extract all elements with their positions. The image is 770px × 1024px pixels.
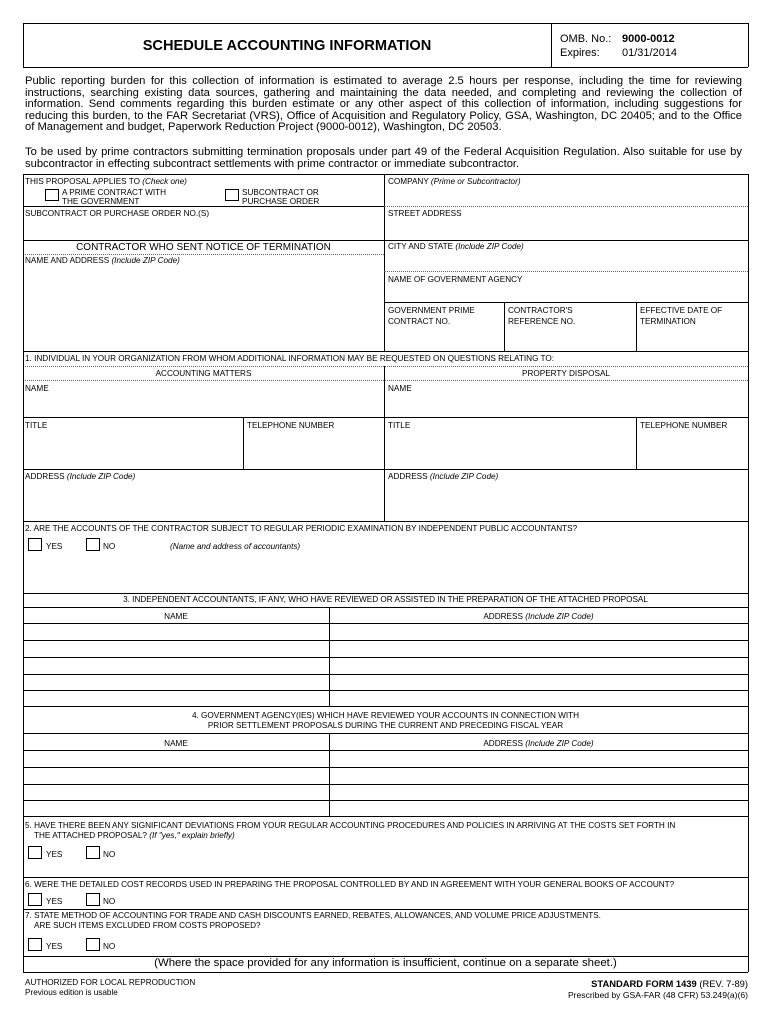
omb-label: OMB. No.: xyxy=(560,33,612,45)
q2-label: 2. ARE THE ACCOUNTS OF THE CONTRACTOR SUBJECT TO REGULAR PERIODIC EXAMINATION BY INDEPENDENT PUBLIC ACCOUNTANTS? xyxy=(25,524,578,533)
expires-date: 01/31/2014 xyxy=(622,47,678,59)
continue-note: (Where the space provided for any information is insufficient, continue on a separate sheet.) xyxy=(154,957,617,969)
applies-label: THIS PROPOSAL APPLIES TO (Check one) xyxy=(25,177,187,186)
q3-row-line xyxy=(23,623,748,624)
q3-row-line xyxy=(23,640,748,641)
q1-label: 1. INDIVIDUAL IN YOUR ORGANIZATION FROM WHOM ADDITIONAL INFORMATION MAY BE REQUESTED ON QUESTIONS RELATING TO: xyxy=(25,354,555,363)
q3-row-line xyxy=(23,706,748,707)
usage-statement: To be used by prime contractors submitting termination proposals under part 49 of the Federal Acquisition Regulation. Also suitable for use by subcontractor in effecting subcontract settlements with prime contractor or immediate subcontractor. xyxy=(25,146,742,170)
company-label: COMPANY (Prime or Subcontractor) xyxy=(388,177,521,186)
property-telephone-label: TELEPHONE NUMBER xyxy=(640,421,728,430)
accounting-name-label: NAME xyxy=(25,384,49,393)
q4-row-line xyxy=(23,784,748,785)
q6-no-label: NO xyxy=(103,897,116,906)
accounting-title-label: TITLE xyxy=(25,421,48,430)
q4-row-line xyxy=(23,767,748,768)
q7-label: 7. STATE METHOD OF ACCOUNTING FOR TRADE AND CASH DISCOUNTS EARNED, REBATES, ALLOWANCES, AND VOLUME PRICE ADJUSTMENTS. ARE SUCH ITEMS EXCLUDED FROM COSTS PROPOSED? xyxy=(25,911,601,930)
subcontract-checkbox[interactable] xyxy=(225,189,239,201)
q3-address-header: ADDRESS (Include ZIP Code) xyxy=(483,612,594,621)
q4-row-line xyxy=(23,816,748,817)
accounting-address-label: ADDRESS (Include ZIP Code) xyxy=(25,472,136,481)
form-number: STANDARD FORM 1439 (REV. 7-89) xyxy=(591,978,748,989)
burden-statement: Public reporting burden for this collection of information is estimated to average 2.5 hours per response, including the time for reviewing instructions, searching existing data sources, gathering and maintaining the data needed, and completing and reviewing the collection of information. Send comments regarding this burden estimate or any other aspect of this collection of information, including suggestions for reducing this burden, to the FAR Secretariat (VRS), Office of Acquisition and Regulatory Policy, GSA, Washington, DC 20405; and to the Office of Management and budget, Paperwork Reduction Project (9000-0012), Washington, DC 20503. xyxy=(25,75,742,134)
contractor-notice-label: CONTRACTOR WHO SENT NOTICE OF TERMINATION xyxy=(76,242,331,253)
subcontract-no-label: SUBCONTRACT OR PURCHASE ORDER NO.(S) xyxy=(25,209,210,218)
name-address-label: NAME AND ADDRESS (Include ZIP Code) xyxy=(25,256,180,265)
property-name-label: NAME xyxy=(388,384,412,393)
q5-yes-checkbox[interactable] xyxy=(28,846,42,859)
q6-label: 6. WERE THE DETAILED COST RECORDS USED IN PREPARING THE PROPOSAL CONTROLLED BY AND IN AGREEMENT WITH YOUR GENERAL BOOKS OF ACCOUNT? xyxy=(25,880,675,889)
q7-yes-checkbox[interactable] xyxy=(28,938,42,951)
street-address-label: STREET ADDRESS xyxy=(388,209,462,218)
q3-row-line xyxy=(23,657,748,658)
q5-no-checkbox[interactable] xyxy=(86,846,100,859)
q4-name-header: NAME xyxy=(164,739,188,748)
property-address-label: ADDRESS (Include ZIP Code) xyxy=(388,472,499,481)
q2-no-checkbox[interactable] xyxy=(86,538,100,551)
q5-no-label: NO xyxy=(103,850,116,859)
q2-no-label: NO xyxy=(103,542,116,551)
q4-row-line xyxy=(23,750,748,751)
prime-contract-checkbox[interactable] xyxy=(45,189,59,201)
authorized-note: AUTHORIZED FOR LOCAL REPRODUCTION xyxy=(25,978,196,987)
form-title: SCHEDULE ACCOUNTING INFORMATION xyxy=(142,38,432,54)
city-state-label: CITY AND STATE (Include ZIP Code) xyxy=(388,242,524,251)
q6-no-checkbox[interactable] xyxy=(86,893,100,906)
subcontract-label: SUBCONTRACT OR PURCHASE ORDER xyxy=(242,188,320,206)
previous-edition-note: Previous edition is usable xyxy=(25,988,118,997)
q7-no-checkbox[interactable] xyxy=(86,938,100,951)
q6-yes-label: YES xyxy=(46,897,63,906)
q2-yes-label: YES xyxy=(46,542,63,551)
expires-label: Expires: xyxy=(560,47,600,59)
property-title-label: TITLE xyxy=(388,421,411,430)
contractor-ref-label: CONTRACTOR'S REFERENCE NO. xyxy=(508,306,576,326)
q5-label: 5. HAVE THERE BEEN ANY SIGNIFICANT DEVIATIONS FROM YOUR REGULAR ACCOUNTING PROCEDURES AND POLICIES IN ARRIVING AT THE COSTS SET FORTH IN THE ATTACHED PROPOSAL? (If "yes," explain briefly) xyxy=(25,821,676,840)
q2-note: (Name and address of accountants) xyxy=(170,542,301,551)
q5-yes-label: YES xyxy=(46,850,63,859)
prime-contract-label: A PRIME CONTRACT WITH THE GOVERNMENT xyxy=(62,188,167,206)
q3-name-header: NAME xyxy=(164,612,188,621)
prescribed-note: Prescribed by GSA-FAR (48 CFR) 53.249(a)(6) xyxy=(567,990,748,1000)
q7-yes-label: YES xyxy=(46,942,63,951)
q7-no-label: NO xyxy=(103,942,116,951)
accounting-matters-header: ACCOUNTING MATTERS xyxy=(155,369,252,378)
q4-label: 4. GOVERNMENT AGENCY(IES) WHICH HAVE REVIEWED YOUR ACCOUNTS IN CONNECTION WITH PRIOR SETTLEMENT PROPOSALS DURING THE CURRENT AND PRECEDING FISCAL YEAR xyxy=(191,711,580,730)
q4-row-line xyxy=(23,800,748,801)
accounting-telephone-label: TELEPHONE NUMBER xyxy=(247,421,335,430)
q6-yes-checkbox[interactable] xyxy=(28,893,42,906)
q3-row-line xyxy=(23,690,748,691)
effective-date-label: EFFECTIVE DATE OF TERMINATION xyxy=(640,306,723,326)
q3-label: 3. INDEPENDENT ACCOUNTANTS, IF ANY, WHO HAVE REVIEWED OR ASSISTED IN THE PREPARATION OF THE ATTACHED PROPOSAL xyxy=(123,595,648,604)
property-disposal-header: PROPERTY DISPOSAL xyxy=(522,369,610,378)
gov-prime-contract-label: GOVERNMENT PRIME CONTRACT NO. xyxy=(388,306,475,326)
q2-yes-checkbox[interactable] xyxy=(28,538,42,551)
q3-row-line xyxy=(23,674,748,675)
q4-address-header: ADDRESS (Include ZIP Code) xyxy=(483,739,594,748)
gov-agency-label: NAME OF GOVERNMENT AGENCY xyxy=(388,275,523,284)
omb-number: 9000-0012 xyxy=(622,33,675,45)
